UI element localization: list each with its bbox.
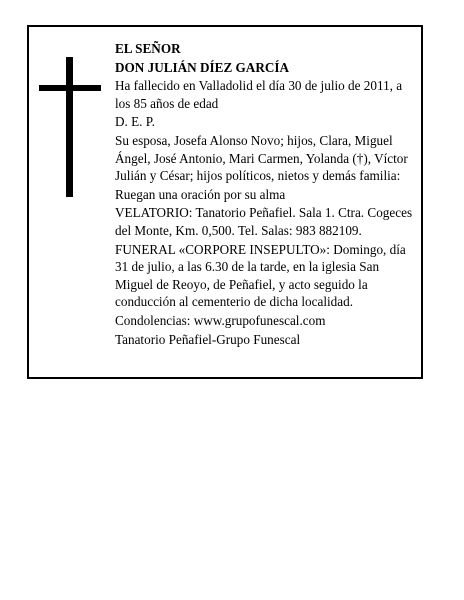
cross-icon — [66, 57, 73, 197]
obituary-notice — [27, 25, 423, 379]
family-list: Su esposa, Josefa Alonso Novo; hijos, Clara, Miguel Ángel, José Antonio, Mari Carmen, Yolanda (†), Víctor Julián y César; hijos políticos, nietos y demás familia: — [115, 132, 408, 184]
deceased-name: DON JULIÁN DÍEZ GARCÍA — [115, 59, 290, 75]
cross-icon-bar — [39, 85, 101, 91]
funeral-home: Tanatorio Peñafiel-Grupo Funescal — [115, 331, 301, 347]
funeral-info: FUNERAL «CORPORE INSEPULTO»: Domingo, día 31 de julio, a las 6.30 de la tarde, en la iglesia San Miguel de Reoyo, de Peñafiel, y acto seguido la conducción al cementerio de dicha localidad. — [115, 241, 406, 310]
prayer-request: Ruegan una oración por su alma — [115, 186, 286, 202]
condolences-info: Condolencias: www.grupofunescal.com — [115, 312, 326, 328]
notice-text — [115, 40, 420, 349]
death-info: Ha fallecido en Valladolid el día 30 de julio de 2011, a los 85 años de edad — [115, 78, 403, 111]
velatorio-info: VELATORIO: Tanatorio Peñafiel. Sala 1. Ctra. Cogeces del Monte, Km. 0,500. Tel. Salas: 983 882109. — [115, 205, 413, 238]
notice-title: EL SEÑOR — [115, 41, 181, 56]
rip-text: D. E. P. — [115, 114, 155, 130]
